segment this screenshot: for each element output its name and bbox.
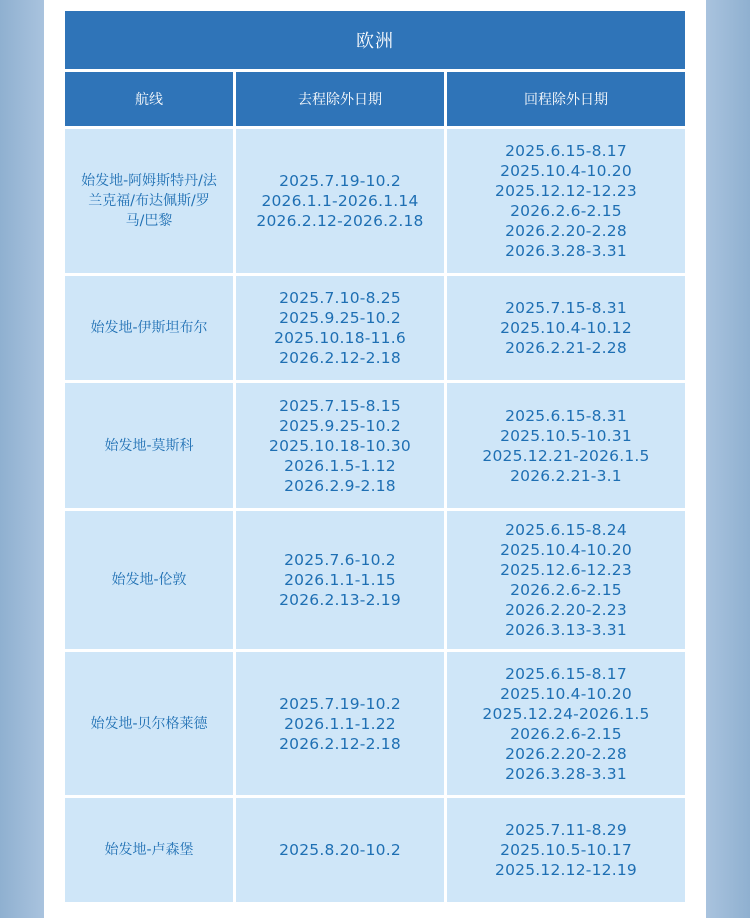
- date-range: 2025.9.25-10.2: [279, 309, 401, 327]
- date-range: 2025.12.12-12.23: [495, 182, 637, 200]
- route-name: 始发地-卢森堡: [104, 842, 194, 858]
- date-range: 2026.1.1-2026.1.14: [261, 192, 419, 210]
- date-range: 2026.2.20-2.28: [505, 744, 627, 763]
- date-range: 2026.2.21-2.28: [505, 339, 627, 357]
- date-range: 2026.2.21-3.1: [510, 466, 622, 485]
- date-range: 2025.12.6-12.23: [500, 561, 632, 579]
- header-outbound-exclusions: 去程除外日期: [236, 72, 444, 126]
- date-range: 2025.10.5-10.17: [500, 841, 632, 859]
- date-range: 2025.10.4-10.20: [500, 162, 632, 180]
- table-title: 欧洲: [65, 11, 685, 69]
- route-name: 始发地-伊斯坦布尔: [90, 320, 208, 336]
- date-range: 2025.7.15-8.31: [505, 299, 627, 317]
- date-range: 2026.3.28-3.31: [505, 764, 627, 783]
- table-row: [65, 652, 685, 795]
- date-range: 2025.12.21-2026.1.5: [482, 446, 650, 465]
- date-range: 2025.12.24-2026.1.5: [482, 704, 650, 723]
- outbound-dates-cell: [236, 276, 444, 380]
- date-range: 2025.7.15-8.15: [279, 396, 401, 415]
- date-range: 2026.2.12-2026.2.18: [256, 212, 424, 230]
- date-range: 2025.7.19-10.2: [279, 172, 401, 190]
- return-dates-cell: [447, 276, 685, 380]
- return-dates-cell: [447, 798, 685, 902]
- date-range: 2025.6.15-8.17: [505, 664, 627, 683]
- date-range: 2025.7.10-8.25: [279, 289, 401, 307]
- date-range: 2026.3.13-3.31: [505, 621, 627, 639]
- outbound-dates-cell: [236, 129, 444, 273]
- date-range: 2025.10.4-10.20: [500, 684, 632, 703]
- return-dates-cell: [447, 129, 685, 273]
- route-name: 始发地-伦敦: [111, 572, 187, 588]
- date-range: 2026.3.28-3.31: [505, 242, 627, 260]
- date-range: 2025.6.15-8.24: [505, 521, 627, 539]
- date-range: 2025.7.11-8.29: [505, 821, 627, 839]
- date-range: 2025.9.25-10.2: [279, 416, 401, 435]
- date-range: 2025.10.18-11.6: [274, 329, 406, 347]
- content-panel: [44, 0, 706, 918]
- table-row: [65, 276, 685, 380]
- date-range: 2026.1.1-1.15: [284, 571, 396, 589]
- date-range: 2026.1.1-1.22: [284, 714, 396, 733]
- route-name: 始发地-莫斯科: [104, 437, 194, 454]
- header-route: 航线: [65, 72, 233, 126]
- date-range: 2026.2.6-2.15: [510, 202, 622, 220]
- route-cell: [65, 798, 233, 902]
- route-cell: [65, 511, 233, 649]
- date-range: 2025.12.12-12.19: [495, 861, 637, 879]
- route-name: 始发地-阿姆斯特丹/法兰克福/布达佩斯/罗马/巴黎: [81, 173, 217, 229]
- date-range: 2025.7.19-10.2: [279, 694, 401, 713]
- route-name: 始发地-贝尔格莱德: [90, 715, 208, 732]
- table-row: [65, 129, 685, 273]
- route-cell: [65, 276, 233, 380]
- date-range: 2025.8.20-10.2: [279, 841, 401, 859]
- return-dates-cell: [447, 652, 685, 795]
- outbound-dates-cell: [236, 652, 444, 795]
- date-range: 2026.2.6-2.15: [510, 724, 622, 743]
- date-range: 2026.2.20-2.23: [505, 601, 627, 619]
- date-range: 2026.1.5-1.12: [284, 456, 396, 475]
- date-range: 2026.2.12-2.18: [279, 734, 401, 753]
- outbound-dates-cell: [236, 798, 444, 902]
- date-range: 2026.2.9-2.18: [284, 476, 396, 495]
- date-range: 2025.10.18-10.30: [269, 436, 411, 455]
- date-range: 2025.10.5-10.31: [500, 426, 632, 445]
- exclusion-dates-table: [65, 11, 685, 902]
- date-range: 2026.2.13-2.19: [279, 591, 401, 609]
- route-cell: [65, 129, 233, 273]
- return-dates-cell: [447, 383, 685, 508]
- outbound-dates-cell: [236, 511, 444, 649]
- route-cell: [65, 652, 233, 795]
- date-range: 2026.2.12-2.18: [279, 349, 401, 367]
- header-return-exclusions: 回程除外日期: [447, 72, 685, 126]
- date-range: 2026.2.20-2.28: [505, 222, 627, 240]
- table-row: [65, 798, 685, 902]
- route-cell: [65, 383, 233, 508]
- date-range: 2025.6.15-8.31: [505, 406, 627, 425]
- table-row: [65, 383, 685, 508]
- outbound-dates-cell: [236, 383, 444, 508]
- date-range: 2025.6.15-8.17: [505, 142, 627, 160]
- date-range: 2025.7.6-10.2: [284, 551, 396, 569]
- date-range: 2026.2.6-2.15: [510, 581, 622, 599]
- date-range: 2025.10.4-10.12: [500, 319, 632, 337]
- date-range: 2025.10.4-10.20: [500, 541, 632, 559]
- table-header-row: [65, 72, 685, 126]
- table-row: [65, 511, 685, 649]
- return-dates-cell: [447, 511, 685, 649]
